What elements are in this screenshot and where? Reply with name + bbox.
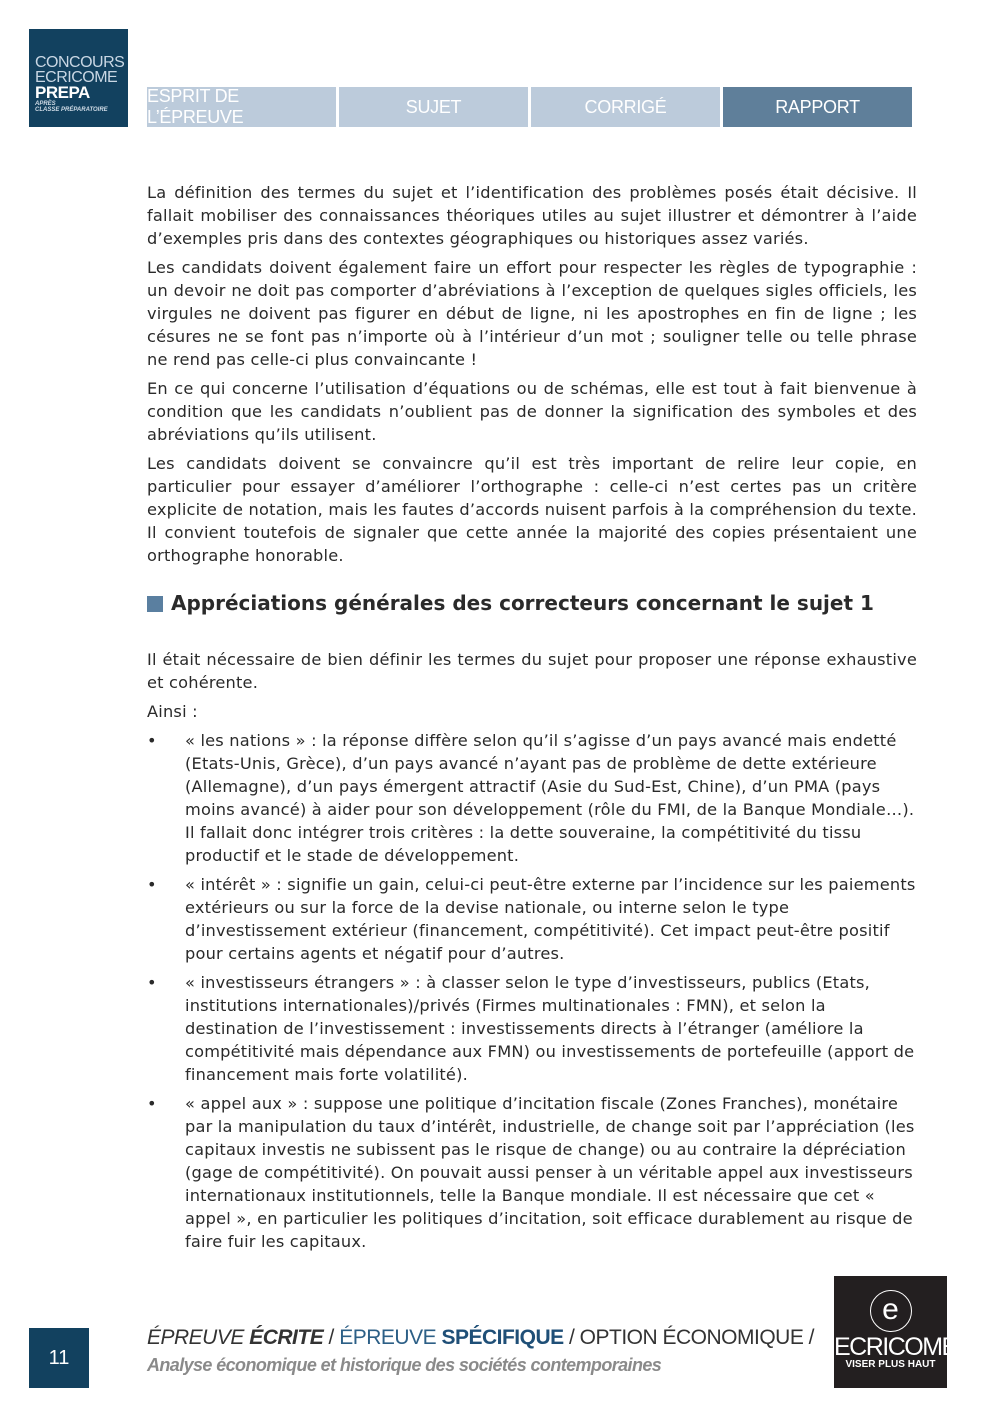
bullet-icon: •: [147, 875, 157, 894]
list-item-text: « les nations » : la réponse diffère selon qu’il s’agisse d’un pays avancé mais endetté (Etats-Unis, Grèce), d’un pays avancé n’ayant pas de problème de dette extérieure (Allemagne), d’un pays émergent attractif (Asie du Sud-Est, Chine), d’un PMA (pays moins avancé) à aider pour son développement (rôle du FMI, de la Banque Mondiale…). Il fallait donc intégrer trois critères : la dette souveraine, la compétitivité du tissu productif et le stade de développement.: [185, 731, 915, 865]
tab-sujet[interactable]: SUJET: [339, 87, 528, 127]
page-number: 11: [29, 1328, 89, 1388]
list-item: [147, 873, 917, 965]
logo-line: CLASSE PRÉPARATOIRE: [35, 107, 108, 113]
section-title: Appréciations générales des correcteurs concernant le sujet 1: [171, 591, 874, 615]
square-bullet-icon: [147, 596, 163, 612]
tab-corrige[interactable]: CORRIGÉ: [531, 87, 720, 127]
list-item: [147, 729, 917, 867]
list-item: [147, 971, 917, 1086]
paragraph: La définition des termes du sujet et l’identification des problèmes posés était décisive. Il fallait mobiliser des connaissances théoriques utiles au sujet illustrer et démontrer à l’aide d’exemples pris dans des contextes géographiques ou historiques assez variés.: [147, 183, 917, 248]
tab-esprit-epreuve[interactable]: ESPRIT DE L’ÉPREUVE: [147, 87, 336, 127]
footer-text: ÉPREUVE: [147, 1326, 250, 1349]
tab-rapport[interactable]: RAPPORT: [723, 87, 912, 127]
footer-text: / OPTION ÉCONOMIQUE /: [563, 1326, 814, 1349]
paragraph: Les candidats doivent se convaincre qu’il est très important de relire leur copie, en particulier pour essayer d’améliorer l’orthographe : celle-ci n’est certes pas un critère explicite de notation, mais les fautes d’accords nuisent parfois à la compréhension du texte. Il convient toutefois de signaler que cette année la majorité des copies présentaient une orthographe honorable.: [147, 454, 917, 565]
footer-subject: Analyse économique et historique des sociétés contemporaines: [147, 1355, 662, 1375]
ecricome-logo: [834, 1276, 957, 1388]
paragraph: Il était nécessaire de bien définir les termes du sujet pour proposer une réponse exhaustive et cohérente.: [147, 650, 917, 692]
footer-exam-path: [147, 1326, 814, 1350]
bullet-icon: •: [147, 1094, 157, 1113]
logo-line: ECRICOME: [35, 69, 118, 86]
footer-text: ÉPREUVE: [339, 1326, 442, 1349]
footer-text: SPÉCIFIQUE: [441, 1326, 564, 1349]
report-content: [147, 181, 917, 1259]
definitions-list: [147, 729, 917, 1253]
section-tabs: [147, 87, 912, 127]
bullet-icon: •: [147, 973, 157, 992]
bullet-icon: •: [147, 731, 157, 750]
logo-line: APRÈS: [35, 101, 56, 107]
ecricome-e-icon: e: [870, 1290, 912, 1332]
brand-tagline: VISER PLUS HAUT: [845, 1359, 936, 1370]
logo-line: CONCOURS: [35, 54, 125, 71]
list-item-text: « investisseurs étrangers » : à classer selon le type d’investisseurs, publics (Etats, institutions internationales)/privés (Firmes multinationales : FMN), et selon la destination de l’investissement : investissements directs à l’étranger (améliore la compétitivité mais dépendance aux FMN) ou investissements de portefeuille (apport de financement mais forte volatilité).: [185, 973, 915, 1084]
paragraph: Ainsi :: [147, 702, 198, 721]
brand-name: ECRICOME: [834, 1333, 957, 1361]
list-item-text: « intérêt » : signifie un gain, celui-ci peut-être externe par l’incidence sur les paiements extérieurs ou sur la force de la devise nationale, ou interne selon le type d’investissement extérieur (financement, compétitivité). Cet impact peut-être positif pour certains agents et négatif pour d’autres.: [185, 875, 916, 963]
list-item-text: « appel aux » : suppose une politique d’incitation fiscale (Zones Franches), monétaire par la manipulation du taux d’intérêt, industrielle, de change soit par l’appréciation (les capitaux investis ne subissent pas le risque de change) ou au contraire la dépréciation (gage de compétitivité). On pouvait aussi penser à un véritable appel aux investisseurs internationaux institutionnels, telle la Banque mondiale. Il est nécessaire que cet « appel », en particulier les politiques d’incitation, soit efficace durablement au risque de faire fuir les capitaux.: [185, 1094, 915, 1251]
concours-ecricome-prepa-logo: [29, 29, 128, 127]
logo-line: PREPA: [35, 83, 90, 102]
list-item: [147, 1092, 917, 1253]
footer-text: ÉCRITE: [249, 1326, 324, 1349]
paragraph: Les candidats doivent également faire un effort pour respecter les règles de typographie : un devoir ne doit pas comporter d’abréviations à l’exception de quelques sigles officiels, les virgules ne doivent pas figurer en début de ligne, ni les apostrophes en fin de ligne ; les césures ne se font pas n’importe où à l’intérieur d’un mot ; souligner telle ou telle phrase ne rend pas celle-ci plus convaincante !: [147, 258, 917, 369]
footer-separator: /: [323, 1326, 340, 1349]
section-heading: [147, 592, 917, 615]
paragraph: En ce qui concerne l’utilisation d’équations ou de schémas, elle est tout à fait bienvenue à condition que les candidats n’oublient pas de donner la signification des symboles et des abréviations qu’ils utilisent.: [147, 379, 917, 444]
